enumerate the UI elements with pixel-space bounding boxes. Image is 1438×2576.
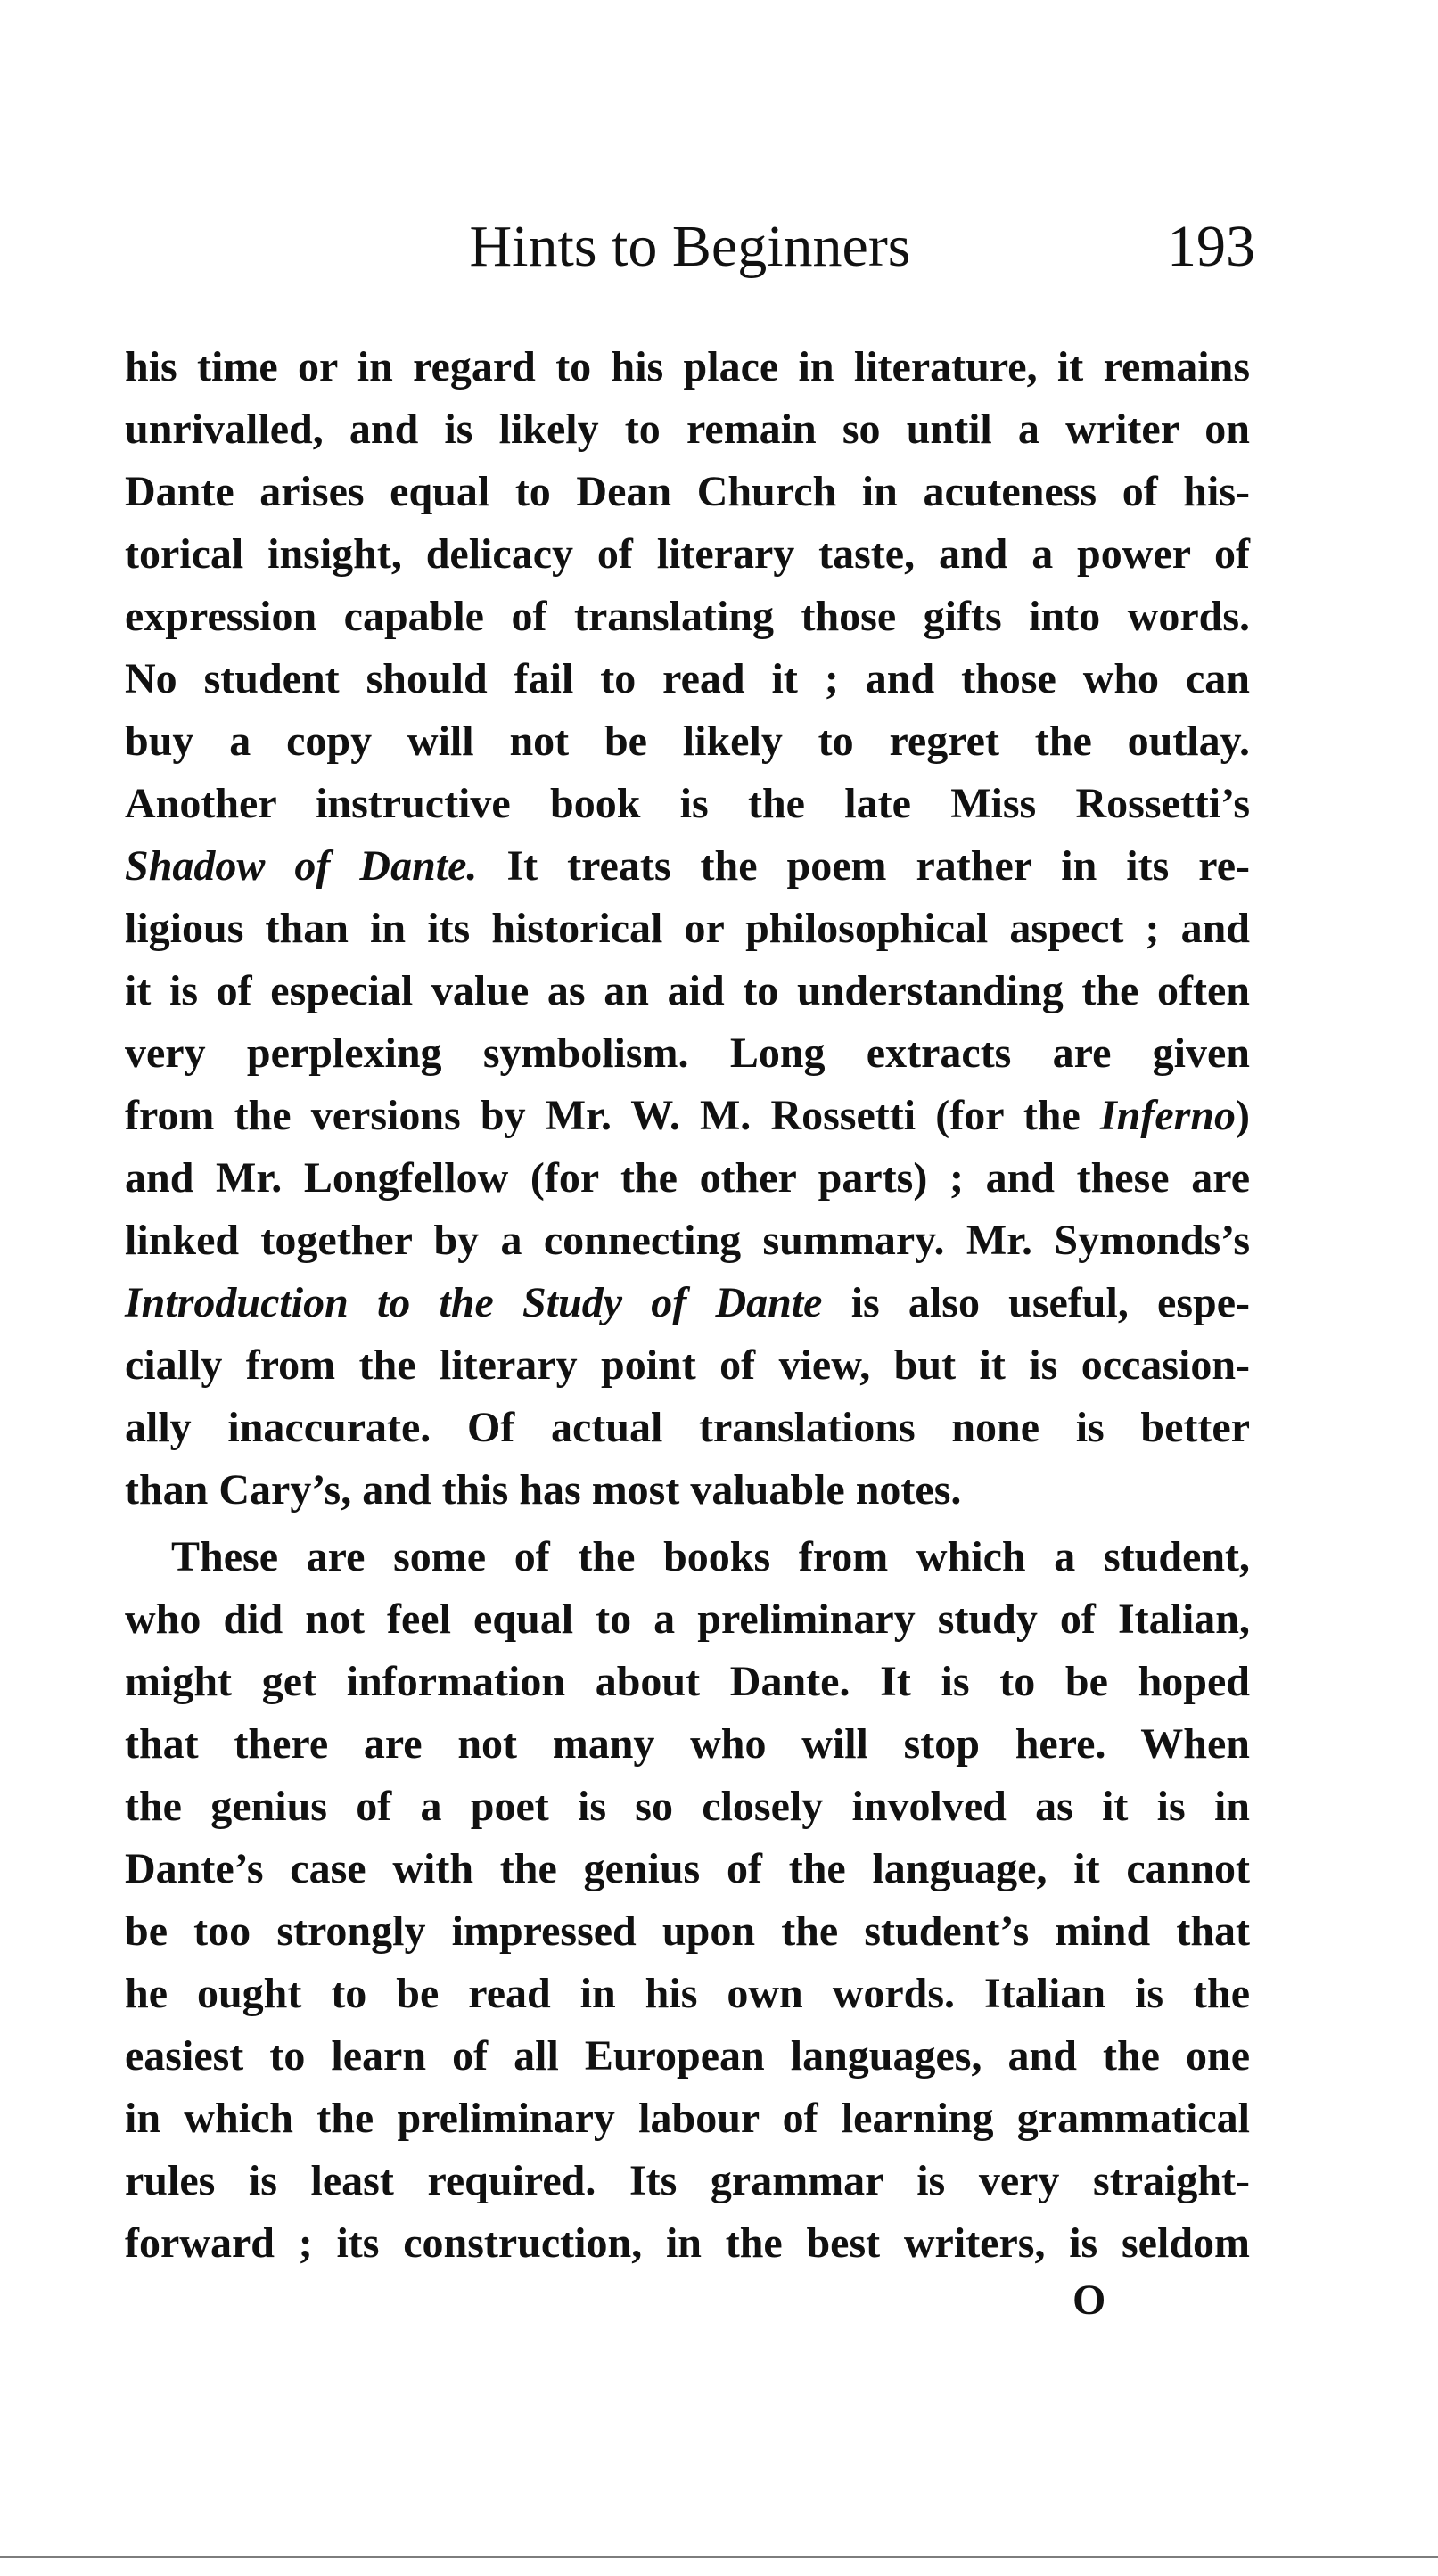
text-line: that there are not many who will stop here. When [125, 1720, 1250, 1768]
running-head [125, 207, 1255, 287]
text-line: than Cary’s, and this has most valuable notes. [125, 1466, 962, 1514]
running-title: Hints to Beginners [469, 214, 911, 279]
page-number: 193 [1167, 214, 1255, 279]
text-line: expression capable of translating those gifts into words. [125, 593, 1250, 640]
closing-parenthesis: ) [1236, 1092, 1251, 1139]
text-line: These are some of the books from which a student, [171, 1533, 1250, 1580]
text-line: in which the preliminary labour of learning grammatical [125, 2095, 1250, 2142]
text-line: torical insight, delicacy of literary taste, and a power of [125, 530, 1250, 578]
text-line: might get information about Dante. It is to be hoped [125, 1658, 1250, 1705]
text-line: Dante arises equal to Dean Church in acuteness of his- [125, 468, 1250, 515]
text-line [125, 1085, 1250, 1147]
text-segment: is also useful, espe- [850, 1279, 1251, 1326]
text-line: No student should fail to read it ; and those who can [125, 655, 1250, 702]
book-title-shadow-of-dante: Shadow of Dante. [125, 842, 478, 890]
paragraph-two [125, 1526, 1250, 2275]
text-line: forward ; its construction, in the best writers, is seldom [125, 2219, 1250, 2267]
text-line [125, 1272, 1250, 1334]
text-line: linked together by a connecting summary. Mr. Symonds’s [125, 1217, 1250, 1264]
text-segment: from the versions by Mr. W. M. Rossetti (for the [125, 1092, 1081, 1139]
book-title-introduction: Introduction to the Study of Dante [125, 1279, 823, 1326]
text-line: he ought to be read in his own words. Italian is the [125, 1970, 1250, 2017]
signature-mark: O [1072, 2277, 1106, 2324]
text-line: his time or in regard to his place in literature, it remains [125, 343, 1250, 390]
book-title-inferno: Inferno [1099, 1092, 1237, 1139]
text-line: ally inaccurate. Of actual translations none is better [125, 1404, 1250, 1451]
text-line: it is of especial value as an aid to understanding the often [125, 967, 1250, 1014]
text-line: rules is least required. Its grammar is very straight- [125, 2157, 1250, 2204]
text-line: be too strongly impressed upon the student’s mind that [125, 1907, 1250, 1955]
text-line: who did not feel equal to a preliminary study of Italian, [125, 1596, 1250, 1643]
page-edge-rule [0, 2556, 1438, 2558]
text-line: very perplexing symbolism. Long extracts are given [125, 1030, 1250, 1077]
text-line: ligious than in its historical or philosophical aspect ; and [125, 905, 1250, 952]
text-line: easiest to learn of all European languages, and the one [125, 2032, 1250, 2080]
paragraph-one [125, 336, 1250, 1522]
text-line [125, 835, 1250, 898]
text-line: Dante’s case with the genius of the language, it cannot [125, 1845, 1250, 1892]
text-line: cially from the literary point of view, but it is occasion- [125, 1341, 1250, 1389]
text-line: Another instructive book is the late Miss Rossetti’s [125, 780, 1250, 827]
text-line: buy a copy will not be likely to regret the outlay. [125, 718, 1250, 765]
text-line: the genius of a poet is so closely involved as it is in [125, 1783, 1250, 1830]
text-line: and Mr. Longfellow (for the other parts) ; and these are [125, 1154, 1250, 1202]
text-segment: It treats the poem rather in its re- [506, 842, 1251, 890]
text-line: unrivalled, and is likely to remain so until a writer on [125, 406, 1250, 453]
